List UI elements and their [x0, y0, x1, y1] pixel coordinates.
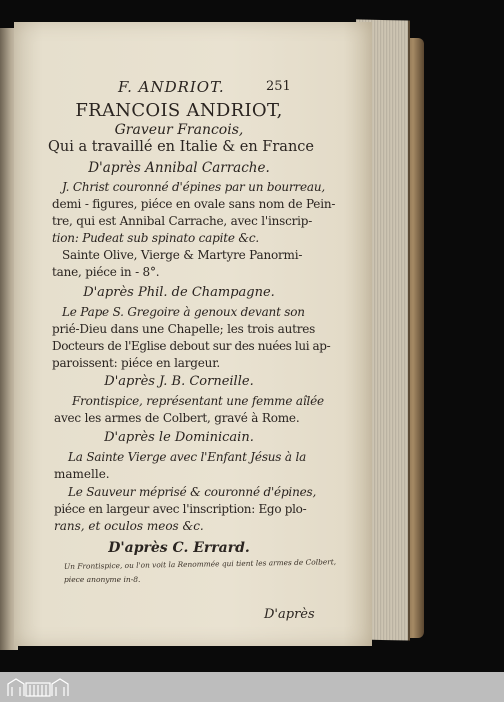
text-line: piéce en largeur avec l'inscription: Ego plo-: [54, 502, 307, 516]
page-title: FRANCOIS ANDRIOT,: [75, 100, 283, 121]
text-line: J. Christ couronné d'épines par un bourreau,: [62, 180, 325, 194]
handwritten-note: piece anonyme in-8.: [64, 575, 141, 584]
handwritten-note: Un Frontispice, ou l'on voit la Renommée qui tient les armes de Colbert,: [63, 557, 337, 571]
text-line: Le Sauveur méprisé & couronné d'épines,: [68, 485, 317, 499]
text-line: demi - figures, piéce en ovale sans nom de Pein-: [52, 197, 336, 211]
text-line: mamelle.: [54, 467, 110, 481]
text-line: tre, qui est Annibal Carrache, avec l'inscrip-: [52, 214, 313, 228]
text-line: Sainte Olive, Vierge & Martyre Panormi-: [62, 248, 303, 262]
page-subtitle: Graveur Francois,: [114, 122, 244, 138]
text-line: Docteurs de l'Eglise debout sur des nuées lui ap-: [52, 339, 331, 353]
text-line: Le Pape S. Gregoire à genoux devant son: [62, 305, 305, 319]
section-heading-corneille: D'après J. B. Corneille.: [104, 374, 254, 389]
text-line: tion: Pudeat sub spinato capite &c.: [52, 231, 260, 245]
section-heading-dominicain: D'après le Dominicain.: [104, 430, 254, 445]
text-line: prié-Dieu dans une Chapelle; les trois autres: [52, 322, 316, 336]
text-line: paroissent: piéce en largeur.: [52, 356, 221, 370]
catchword: D'après: [264, 607, 315, 622]
text-line: tane, piéce in - 8°.: [52, 265, 160, 279]
page-number: 251: [266, 79, 291, 94]
running-head: F. ANDRIOT.: [118, 78, 225, 96]
text-line: avec les armes de Colbert, gravé à Rome.: [54, 411, 300, 425]
section-heading-errard: D'après C. Errard.: [108, 540, 250, 556]
section-heading-carrache: D'après Annibal Carrache.: [88, 160, 270, 176]
text-line: La Sainte Vierge avec l'Enfant Jésus à la: [68, 450, 307, 464]
library-building-icon: [6, 676, 70, 698]
text-line: Frontispice, représentant une femme aîlée: [72, 394, 324, 408]
viewer-footer-bar: [0, 672, 504, 702]
page-subtitle-2: Qui a travaillé en Italie & en France: [48, 139, 314, 155]
text-line: rans, et oculos meos &c.: [54, 519, 204, 533]
section-heading-champagne: D'après Phil. de Champagne.: [83, 285, 275, 300]
book-page: [14, 22, 372, 646]
